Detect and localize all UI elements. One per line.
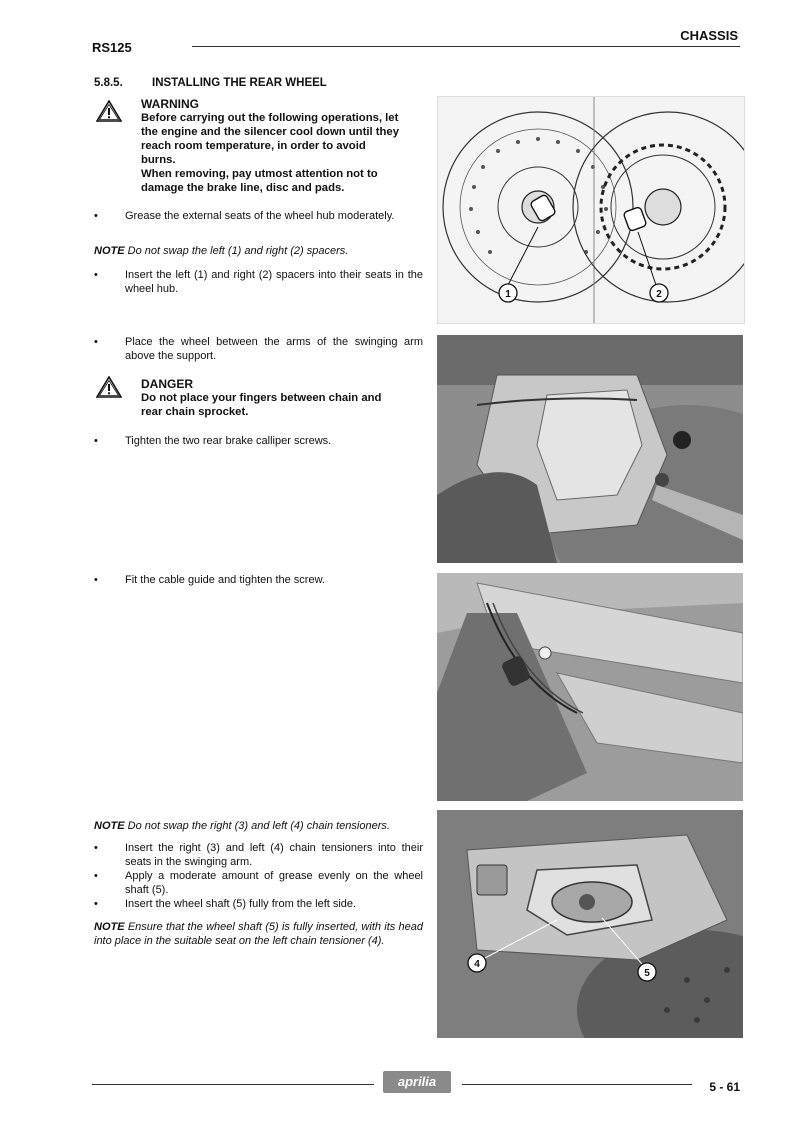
warning-callout xyxy=(141,97,399,195)
danger-title: DANGER xyxy=(141,377,194,391)
warning-line: damage the brake line, disc and pads. xyxy=(141,182,345,194)
note-spacers xyxy=(94,245,348,259)
callout-4: 4 xyxy=(474,959,480,970)
warning-icon xyxy=(96,100,122,127)
footer-rule-left xyxy=(92,1084,374,1085)
figure-chain-tensioner xyxy=(437,810,743,1038)
danger-line: rear chain sprocket. xyxy=(141,406,249,418)
step-insert-tensioners: • Insert the right (3) and left (4) chain tensioners into their seats in the swinging arm. xyxy=(125,842,423,869)
note-shaft xyxy=(94,921,423,948)
section-number: 5.8.5. xyxy=(94,77,123,89)
danger-callout xyxy=(141,377,381,419)
step-insert-shaft: • Insert the wheel shaft (5) fully from the left side. xyxy=(125,898,423,912)
danger-icon xyxy=(96,376,122,403)
step-apply-grease: • Apply a moderate amount of grease evenly on the wheel shaft (5). xyxy=(125,870,423,897)
note-label: NOTE xyxy=(94,245,125,257)
step-place-wheel: • Place the wheel between the arms of the swinging arm above the support. xyxy=(125,336,423,363)
warning-title: WARNING xyxy=(141,97,199,111)
callout-1: 1 xyxy=(505,289,511,300)
section-heading xyxy=(94,77,327,89)
step-cable-guide: • Fit the cable guide and tighten the screw. xyxy=(125,574,423,588)
header-section-title: CHASSIS xyxy=(680,28,738,43)
warning-line: burns. xyxy=(141,154,176,166)
callout-5: 5 xyxy=(644,968,650,979)
figure-brake-calliper xyxy=(437,335,743,563)
warning-line: reach room temperature, in order to avoid xyxy=(141,140,366,152)
page-number: 5 - 61 xyxy=(709,1080,740,1094)
step-grease-hub: • Grease the external seats of the wheel hub moderately. xyxy=(125,210,423,224)
warning-line: When removing, pay utmost attention not to xyxy=(141,168,378,180)
callout-2: 2 xyxy=(656,289,662,300)
header-rule xyxy=(192,46,740,47)
note-tensioners xyxy=(94,820,390,834)
note-label: NOTE xyxy=(94,820,125,832)
danger-line: Do not place your fingers between chain and xyxy=(141,392,382,404)
header-model: RS125 xyxy=(92,40,132,55)
figure-cable-guide xyxy=(437,573,743,801)
warning-line: Before carrying out the following operations, let xyxy=(141,112,399,124)
note-text: Do not swap the right (3) and left (4) chain tensioners. xyxy=(127,820,390,832)
footer-rule-right xyxy=(462,1084,692,1085)
figure-spacers xyxy=(437,96,745,324)
step-insert-spacers: • Insert the left (1) and right (2) spacers into their seats in the wheel hub. xyxy=(125,269,423,296)
warning-line: the engine and the silencer cool down until they xyxy=(141,126,399,138)
note-label: NOTE xyxy=(94,921,125,933)
step-tighten-calliper: • Tighten the two rear brake calliper screws. xyxy=(125,435,423,449)
section-title: INSTALLING THE REAR WHEEL xyxy=(152,77,327,89)
note-text: Do not swap the left (1) and right (2) spacers. xyxy=(127,245,349,257)
note-text: Ensure that the wheel shaft (5) is fully inserted, with its head into place in the suitable seat on the left chain tensioner (4). xyxy=(94,921,423,947)
brand-logo: aprilia xyxy=(383,1071,451,1093)
